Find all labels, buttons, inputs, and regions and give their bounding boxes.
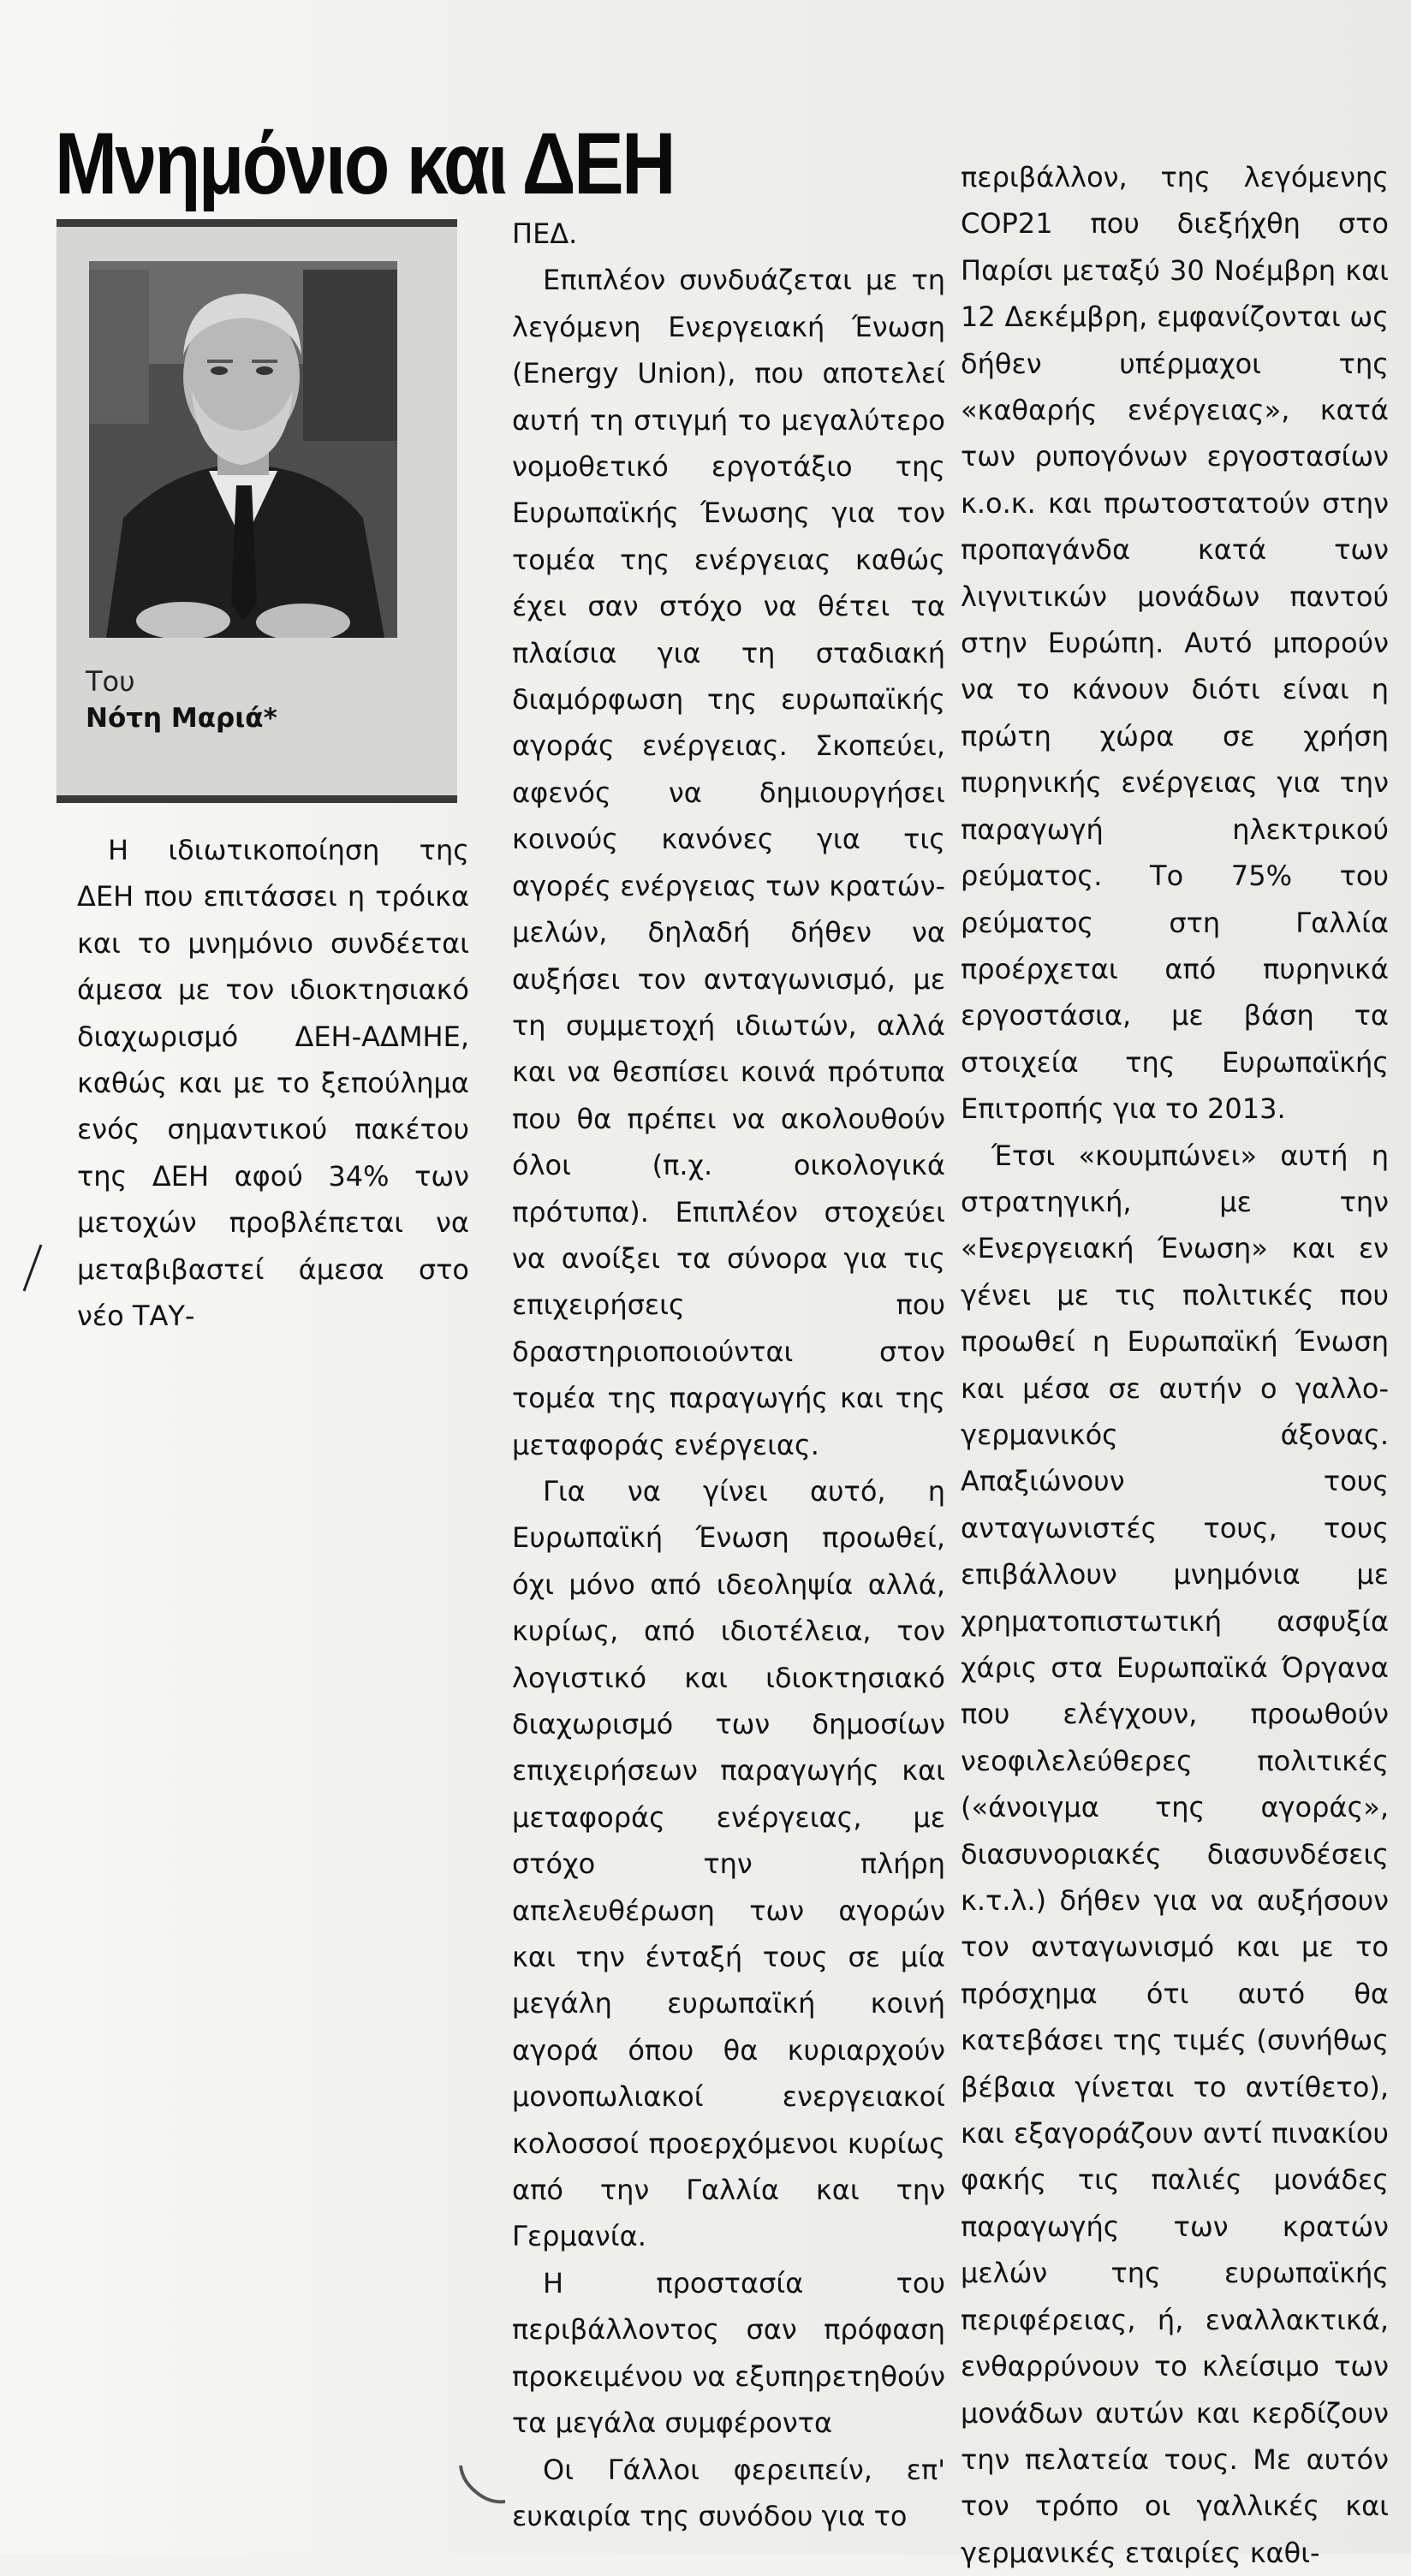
byline-author: Νότη Μαριά*: [86, 703, 277, 734]
paragraph: Για να γίνει αυτό, η Ευρωπαϊκή Ένωση προωθεί, όχι μόνο από ιδεοληψία αλλά, κυρίως, από ιδιοτέλεια, τον λογιστικό και ιδιοκτησιακό διαχωρισμό των δημοσίων επιχειρήσεων παραγωγής και μεταφοράς ενέργειας, με στόχο την πλήρη απελευθέρωση των αγορών και την ένταξή τους σε μία μεγάλη ευρωπαϊκή κοινή αγορά όπου θα κυριαρχούν μονοπωλιακοί ενεργειακοί κολοσσοί προερχόμενοι κυρίως από την Γαλλία και την Γερμανία.: [512, 1474, 945, 2253]
paragraph: ΠΕΔ.: [512, 217, 578, 250]
subheading: Η προστασία του περιβάλλοντος σαν πρόφαση προκειμένου να εξυπηρετηθούν τα μεγάλα συμφέροντα: [512, 2266, 945, 2440]
article-title: Μνημόνιο και ΔΕΗ: [55, 115, 674, 213]
paragraph: Οι Γάλλοι φερειπείν, επ' ευκαιρία της συνόδου για το: [512, 2453, 945, 2532]
pen-mark-icon: [19, 1241, 45, 1296]
author-box: [57, 219, 457, 803]
paragraph: Έτσι «κουμπώνει» αυτή η στρατηγική, με την «Ενεργειακή Ένωση» και εν γένει με τις πολιτικές που προωθεί η Ευρωπαϊκή Ένωση και μέσα σε αυτήν ο γαλλο-γερμανικός άξονας. Απαξιώνουν τους ανταγωνιστές τους, τους επιβάλλουν μνημόνια με χρηματοπιστωτική ασφυξία χάρις στα Ευρωπαϊκά Όργανα που ελέγχουν, προωθούν νεοφιλελεύθερες πολιτικές («άνοιγμα της αγοράς», διασυνοριακές διασυνδέσεις κ.τ.λ.) δήθεν για να αυξήσουν τον ανταγωνισμό και με το πρόσχημα ότι αυτό θα κατεβάσει της τιμές (συνήθως βέβαια γίνεται το αντίθετο), και εξαγοράζουν αντί πινακίου φακής τις παλιές μονάδες παραγωγής των κρατών μελών της ευρωπαϊκής περιφέρειας, ή, εναλλακτικά, ενθαρρύνουν το κλείσιμο των μονάδων αυτών και κερδίζουν την πελατεία τους. Με αυτόν τον τρόπο οι γαλλικές και γερμανικές εταιρίες καθι-: [961, 1139, 1389, 2569]
author-portrait-icon: [89, 261, 397, 638]
pen-mark-icon: [454, 2457, 514, 2508]
byline-label: Του: [86, 665, 135, 698]
paragraph: Η ιδιωτικοποίηση της ΔΕΗ που επιτάσσει η τρόικα και το μνημόνιο συνδέεται άμεσα με τον ιδιοκτησιακό διαχωρισμό ΔΕΗ-ΑΔΜΗΕ, καθώς και με το ξεπούλημα ενός σημαντικού πακέτου της ΔΕΗ αφού 34% των μετοχών προβλέπεται να μεταβιβαστεί άμεσα στο νέο ΤΑΥ-: [77, 834, 469, 1333]
paragraph: περιβάλλον, της λεγόμενης COP21 που διεξήχθη στο Παρίσι μεταξύ 30 Νοέμβρη και 12 Δεκέμβρη, εμφανίζονται ως δήθεν υπέρμαχοι της «καθαρής ενέργειας», κατά των ρυπογόνων εργοστασίων κ.ο.κ. και πρωτοστατούν στην προπαγάνδα κατά των λιγνιτικών μονάδων παντού στην Ευρώπη. Αυτό μπορούν να το κάνουν διότι είναι η πρώτη χώρα σε χρήση πυρηνικής ενέργειας για την παραγωγή ηλεκτρικού ρεύματος. Το 75% του ρεύματος στη Γαλλία προέρχεται από πυρηνικά εργοστάσια, με βάση τα στοιχεία της Ευρωπαϊκής Επιτροπής για το 2013.: [961, 161, 1389, 1126]
article-column-3: [961, 154, 1389, 2576]
paragraph: Επιπλέον συνδυάζεται με τη λεγόμενη Ενεργειακή Ένωση (Energy Union), που αποτελεί αυτή τη στιγμή το μεγαλύτερο νομοθετικό εργοτάξιο της Ευρωπαϊκής Ένωσης για τον τομέα της ενέργειας καθώς έχει σαν στόχο να θέτει τα πλαίσια για τη σταδιακή διαμόρφωση της ευρωπαϊκής αγοράς ενέργειας. Σκοπεύει, αφενός να δημιουργήσει κοινούς κανόνες για τις αγορές ενέργειας των κρατών-μελών, δηλαδή δήθεν να αυξήσει τον ανταγωνισμό, με τη συμμετοχή ιδιωτών, αλλά και να θεσπίσει κοινά πρότυπα που θα πρέπει να ακολουθούν όλοι (π.χ. οικολογικά πρότυπα). Επιπλέον στοχεύει να ανοίξει τα σύνορα για τις επιχειρήσεις που δραστηριοποιούνται στον τομέα της παραγωγής και της μεταφοράς ενέργειας.: [512, 264, 945, 1461]
author-photo: [89, 261, 397, 638]
article-column-2: [512, 211, 945, 2539]
article-column-1: [77, 827, 469, 1339]
